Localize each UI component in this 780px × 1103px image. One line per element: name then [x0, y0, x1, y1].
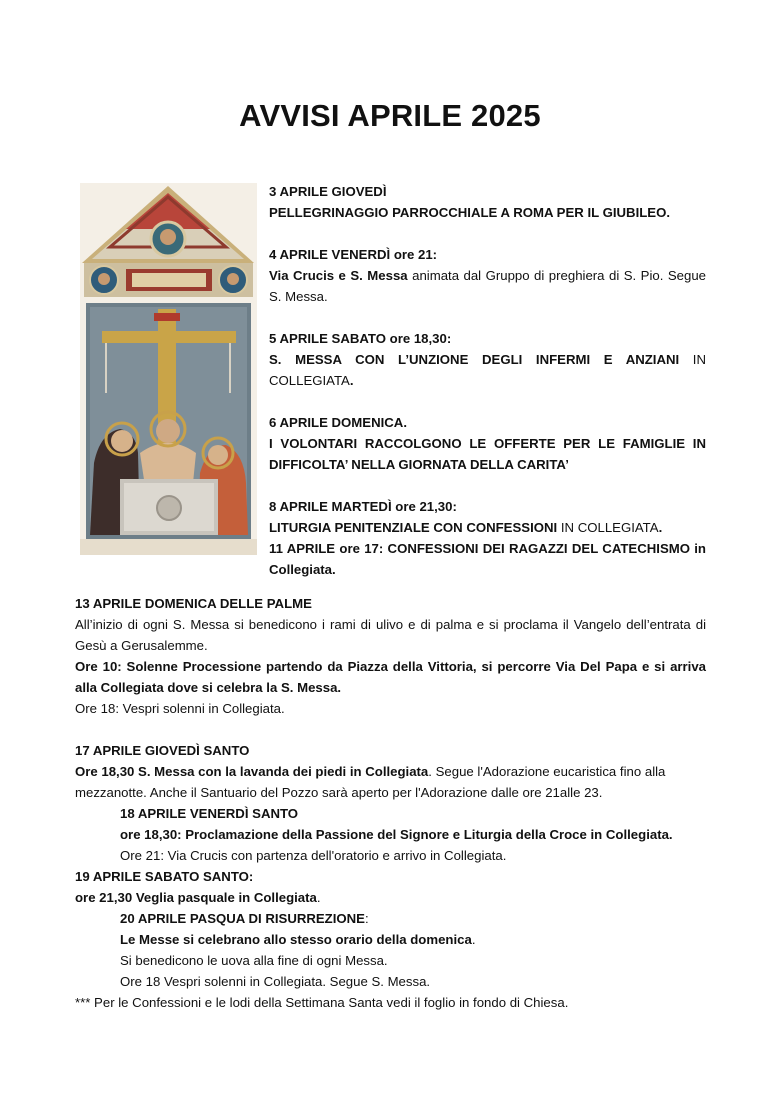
apr4-heading: 4 APRILE VENERDÌ ore 21:: [269, 247, 438, 262]
apr18-text: Ore 21: Via Crucis con partenza dell'oratorio e arrivo in Collegiata.: [120, 848, 507, 863]
apr5-heading: 5 APRILE SABATO ore 18,30:: [269, 331, 452, 346]
apr3-text: PELLEGRINAGGIO PARROCCHIALE A ROMA PER IL GIUBILEO.: [269, 205, 671, 220]
apr20-masses: Le Messe si celebrano allo stesso orario della domenica.: [120, 932, 476, 947]
main-announcements: [75, 593, 706, 1013]
apr18-heading: 18 APRILE VENERDÌ SANTO: [120, 806, 299, 821]
apr6-text: I VOLONTARI RACCOLGONO LE OFFERTE PER LE FAMIGLIE IN DIFFICOLTA’ NELLA GIORNATA DELLA CARITA’: [269, 436, 706, 472]
page-title: AVVISI APRILE 2025: [239, 98, 541, 133]
apr17-text: Ore 18,30 S. Messa con la lavanda dei piedi in Collegiata. Segue l'Adorazione eucaristica fino alla mezzanotte. Anche il Santuario del Pozzo sarà aperto per l'Adorazione dalle ore 21alle 23.: [75, 764, 666, 800]
pieta-painting: [80, 183, 257, 555]
apr19-heading: 19 APRILE SABATO SANTO:: [75, 869, 254, 884]
apr13-procession: Ore 10: Solenne Processione partendo da Piazza della Vittoria, si percorre Via Del Papa e si arriva alla Collegiata dove si celebra la S. Messa.: [75, 659, 706, 695]
apr13-heading: 13 APRILE DOMENICA DELLE PALME: [75, 596, 312, 611]
apr6-heading: 6 APRILE DOMENICA.: [269, 415, 407, 430]
apr20-vespers: Ore 18 Vespri solenni in Collegiata. Segue S. Messa.: [120, 974, 431, 989]
apr8-heading: 8 APRILE MARTEDÌ ore 21,30:: [269, 499, 457, 514]
apr4-text: Via Crucis e S. Messa animata dal Gruppo di preghiera di S. Pio. Segue S. Messa.: [269, 268, 707, 304]
apr20-eggs: Si benedicono le uova alla fine di ogni Messa.: [120, 953, 388, 968]
apr18-liturgy: ore 18,30: Proclamazione della Passione del Signore e Liturgia della Croce in Collegiata.: [120, 827, 673, 842]
apr11-text: 11 APRILE ore 17: CONFESSIONI DEI RAGAZZI DEL CATECHISMO in Collegiata.: [269, 541, 706, 577]
apr17-heading: 17 APRILE GIOVEDÌ SANTO: [75, 743, 250, 758]
apr13-vespers: Ore 18: Vespri solenni in Collegiata.: [75, 701, 285, 716]
apr20-heading: 20 APRILE PASQUA DI RISURREZIONE:: [120, 911, 369, 926]
apr13-text: All’inizio di ogni S. Messa si benedicono i rami di ulivo e di palma e si proclama il Vangelo dell’entrata di Gesù a Gerusalemme.: [75, 617, 706, 653]
apr8-text: LITURGIA PENITENZIALE CON CONFESSIONI IN COLLEGIATA.: [269, 520, 663, 535]
footer-note: *** Per le Confessioni e le lodi della Settimana Santa vedi il foglio in fondo di Chiesa.: [75, 995, 569, 1010]
apr5-text: S. MESSA CON L’UNZIONE DEGLI INFERMI E ANZIANI IN COLLEGIATA.: [269, 352, 706, 388]
top-announcements: [269, 181, 706, 580]
apr3-heading: 3 APRILE GIOVEDÌ: [269, 184, 387, 199]
apr19-text: ore 21,30 Veglia pasquale in Collegiata.: [75, 890, 321, 905]
